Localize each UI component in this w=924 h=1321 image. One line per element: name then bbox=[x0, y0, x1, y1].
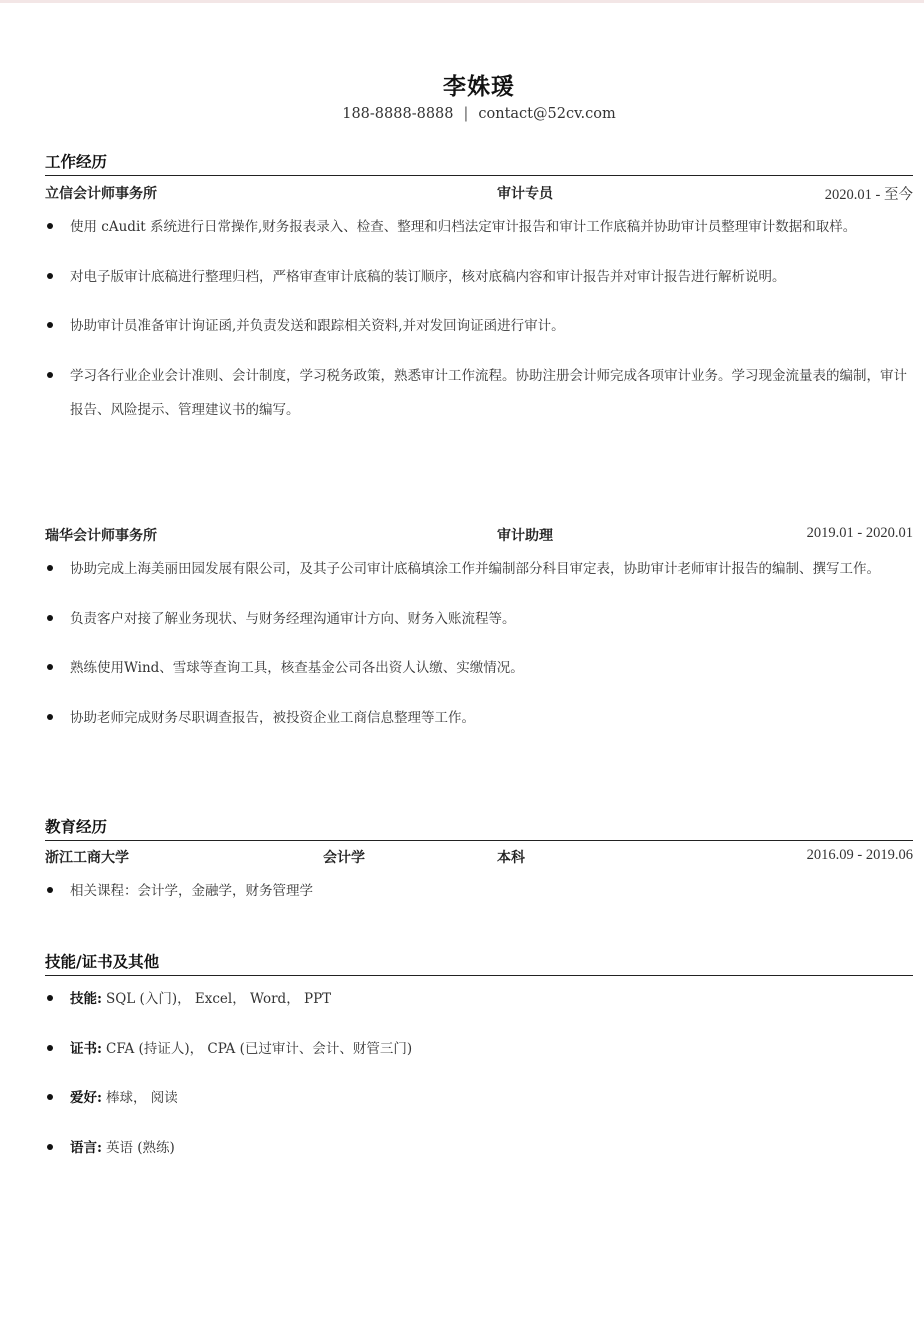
section-title-work: 工作经历 bbox=[45, 150, 913, 176]
job-row-2 bbox=[45, 525, 913, 547]
list-item: 协助老师完成财务尽职调查报告，被投资企业工商信息整理等工作。 bbox=[45, 701, 913, 736]
job-role: 审计助理 bbox=[497, 528, 553, 544]
work-section-header bbox=[45, 150, 913, 176]
list-item: 学习各行业企业会计准则、会计制度，学习税务政策，熟悉审计工作流程。协助注册会计师完成各项审计业务。学习现金流量表的编制，审计报告、风险提示、管理建议书的编写。 bbox=[45, 359, 913, 428]
section-title-skills: 技能/证书及其他 bbox=[45, 950, 913, 976]
education-section-header bbox=[45, 815, 913, 841]
list-item bbox=[45, 982, 913, 1017]
list-item: 协助完成上海美丽田园发展有限公司，及其子公司审计底稿填涂工作并编制部分科目审定表，协助审计老师审计报告的编制、撰写工作。 bbox=[45, 552, 913, 587]
email-address: contact@52cv.com bbox=[478, 106, 616, 122]
job-row-1 bbox=[45, 183, 913, 205]
contact-line bbox=[45, 106, 913, 122]
skill-label: 技能: bbox=[70, 991, 102, 1007]
skill-value: 英语 (熟练) bbox=[105, 1139, 175, 1156]
skill-label: 爱好: bbox=[70, 1090, 102, 1106]
school-name: 浙江工商大学 bbox=[45, 850, 129, 866]
skills-section-header bbox=[45, 950, 913, 976]
contact-separator: | bbox=[463, 106, 469, 122]
list-item: 相关课程：会计学，金融学，财务管理学 bbox=[45, 874, 913, 909]
skill-value: 棒球， 阅读 bbox=[105, 1090, 178, 1106]
top-accent-bar bbox=[0, 0, 924, 3]
job-1-bullets bbox=[45, 210, 913, 428]
list-item bbox=[45, 1081, 913, 1116]
skill-label: 语言: bbox=[70, 1139, 102, 1156]
skill-value: SQL (入门)， Excel， Word， PPT bbox=[105, 991, 332, 1007]
resume-name: 李姝瑗 bbox=[443, 73, 515, 100]
education-row bbox=[45, 847, 913, 869]
job-period: 2019.01 - 2020.01 bbox=[806, 525, 913, 541]
list-item: 负责客户对接了解业务现状、与财务经理沟通审计方向、财务入账流程等。 bbox=[45, 602, 913, 637]
skill-value: CFA (持证人)， CPA (已过审计、会计、财管三门) bbox=[105, 1040, 413, 1057]
list-item: 使用 cAudit 系统进行日常操作,财务报表录入、检查、整理和归档法定审计报告和审计工作底稿并协助审计员整理审计数据和取样。 bbox=[45, 210, 913, 245]
job-period: 2020.01 - 至今 bbox=[824, 187, 913, 203]
phone-number: 188-8888-8888 bbox=[342, 106, 454, 122]
list-item: 对电子版审计底稿进行整理归档，严格审查审计底稿的装订顺序，核对底稿内容和审计报告并对审计报告进行解析说明。 bbox=[45, 260, 913, 295]
company-name: 立信会计师事务所 bbox=[45, 186, 157, 202]
skill-label: 证书: bbox=[70, 1040, 102, 1057]
job-role: 审计专员 bbox=[497, 186, 553, 202]
list-item bbox=[45, 1032, 913, 1067]
job-2-bullets bbox=[45, 552, 913, 735]
list-item: 协助审计员准备审计询证函,并负责发送和跟踪相关资料,并对发回询证函进行审计。 bbox=[45, 309, 913, 344]
list-item bbox=[45, 1131, 913, 1166]
major: 会计学 bbox=[323, 850, 365, 866]
list-item: 熟练使用Wind、雪球等查询工具，核查基金公司各出资人认缴、实缴情况。 bbox=[45, 651, 913, 686]
degree: 本科 bbox=[497, 850, 525, 866]
education-bullets bbox=[45, 874, 913, 909]
section-title-education: 教育经历 bbox=[45, 815, 913, 841]
company-name: 瑞华会计师事务所 bbox=[45, 528, 157, 544]
education-period: 2016.09 - 2019.06 bbox=[806, 847, 913, 863]
skills-bullets bbox=[45, 982, 913, 1165]
